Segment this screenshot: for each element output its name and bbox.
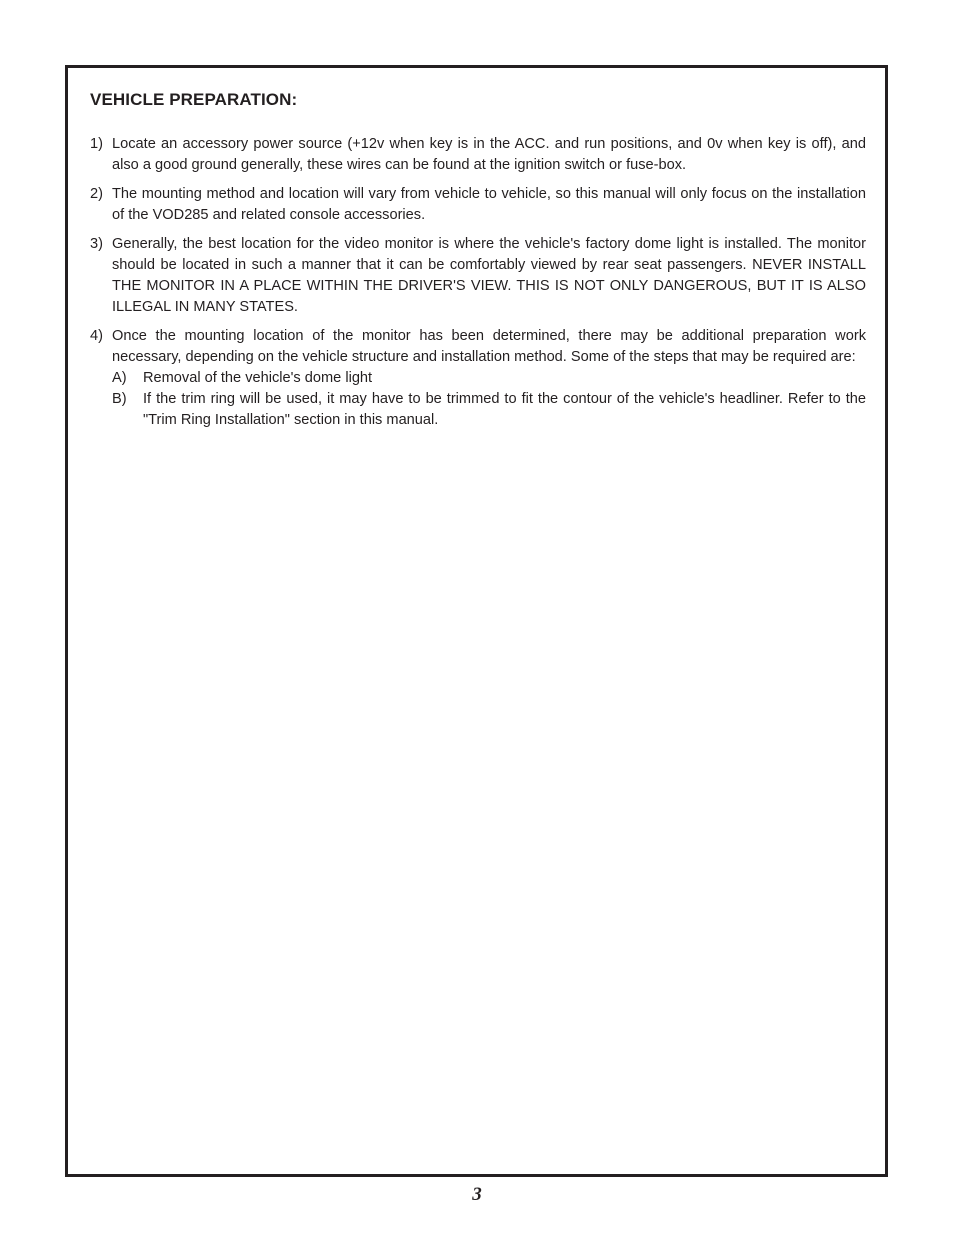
step-number: 2) [90, 186, 103, 202]
list-item-step-1 [90, 134, 866, 176]
step-text: The mounting method and location will vary from vehicle to vehicle, so this manual will only focus on the installation of the VOD285 and related console accessories. [112, 186, 866, 223]
content-area [90, 89, 866, 439]
list-item-step-2 [90, 184, 866, 226]
list-item-step-3 [90, 234, 866, 318]
step-number: 4) [90, 328, 103, 344]
step-body [112, 326, 866, 431]
step-text: Generally, the best location for the video monitor is where the vehicle's factory dome light is installed. The monitor should be located in such a manner that it can be comfortably viewed by rear seat passengers. NEVER INSTALL THE MONITOR IN A PLACE WITHIN THE DRIVER'S VIEW. THIS IS NOT ONLY DANGEROUS, BUT IT IS ALSO ILLEGAL IN MANY STATES. [112, 236, 866, 315]
page-number: 3 [472, 1184, 482, 1205]
step-text: Locate an accessory power source (+12v when key is in the ACC. and run positions, and 0v when key is off), and also a good ground generally, these wires can be found at the ignition switch or fuse-box. [112, 136, 866, 173]
list-item-step-4 [90, 326, 866, 431]
substep-b [112, 389, 866, 431]
substep-letter: A) [112, 370, 127, 386]
section-heading: VEHICLE PREPARATION: [90, 90, 298, 109]
page-border-frame [65, 65, 888, 1177]
step-number: 1) [90, 136, 103, 152]
substep-text: If the trim ring will be used, it may have to be trimmed to fit the contour of the vehicle's headliner. Refer to the "Trim Ring Installation" section in this manual. [143, 391, 866, 428]
substep-a [112, 368, 866, 389]
substep-letter: B) [112, 391, 127, 407]
step-number: 3) [90, 236, 103, 252]
step-text: Once the mounting location of the monitor has been determined, there may be additional preparation work necessary, depending on the vehicle structure and installation method. Some of the steps that may be required are: [112, 328, 866, 365]
substep-text: Removal of the vehicle's dome light [143, 370, 373, 386]
